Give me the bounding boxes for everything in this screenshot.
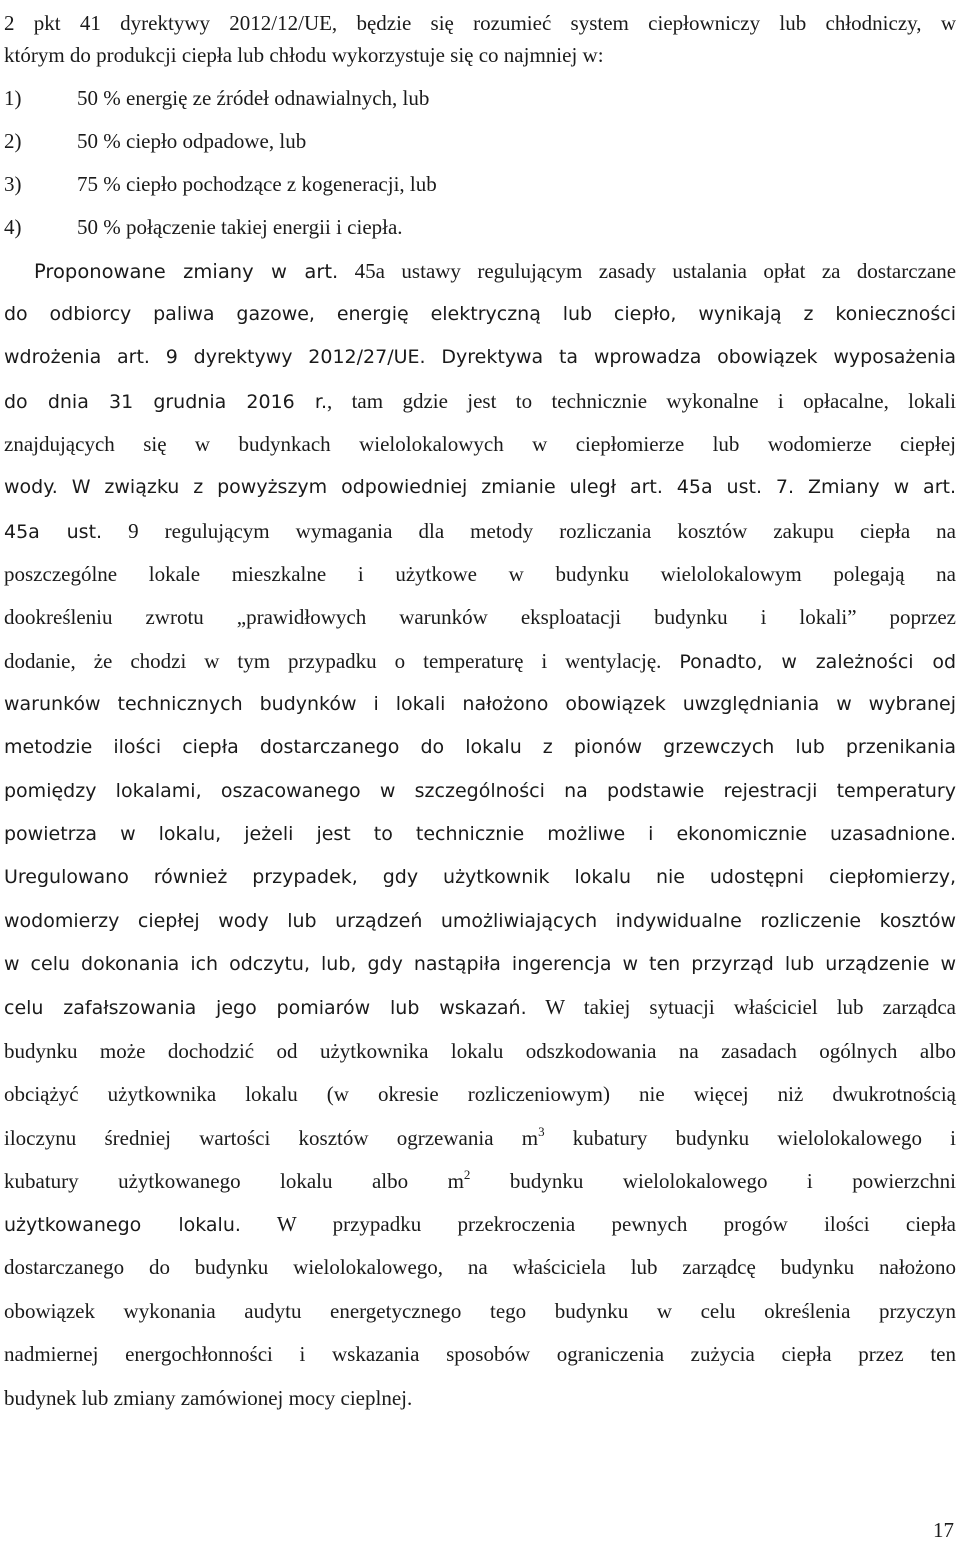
text-line: budynku może dochodzić od użytkownika lokalu odszkodowania na zasadach ogólnych albo [4, 1039, 956, 1063]
text-segment: do dnia 31 grudnia 2016 r. [4, 391, 327, 413]
text-line: dostarczanego do budynku wielolokalowego, na właściciela lub zarządcę budynku nałożono [4, 1255, 956, 1279]
text-line: nadmiernej energochłonności i wskazania sposobów ograniczenia zużycia ciepła przez ten [4, 1342, 956, 1366]
list-item [4, 83, 956, 113]
text-line: pomiędzy lokalami, oszacowanego w szczególności na podstawie rejestracji temperatury [4, 780, 956, 802]
text-line [4, 256, 956, 286]
list-number: 3) [4, 172, 22, 196]
text-segment: budynku wielolokalowego i powierzchni [470, 1169, 956, 1193]
text-segment: celu zafałszowania jego pomiarów lub wskazań. [4, 997, 527, 1019]
text-line: metodzie ilości ciepła dostarczanego do lokalu z pionów grzewczych lub przenikania [4, 736, 956, 758]
text-segment: , tam gdzie jest to technicznie wykonalne i opłacalne, lokali [327, 389, 956, 413]
text-line [4, 646, 956, 676]
text-segment: 9 regulującym wymagania dla metody rozliczania kosztów zakupu ciepła na [128, 519, 957, 543]
text-line [4, 1166, 956, 1196]
text-segment: Proponowane zmiany w art. [34, 260, 339, 283]
list-text: 50 % energię ze źródeł odnawialnych, lub [77, 86, 430, 110]
text-line: którym do produkcji ciepła lub chłodu wykorzystuje się co najmniej w: [4, 43, 604, 67]
text-line: obowiązek wykonania audytu energetycznego tego budynku w celu określenia przyczyn [4, 1299, 956, 1323]
text-line: 2 pkt 41 dyrektywy 2012/12/UE, będzie się rozumieć system ciepłowniczy lub chłodniczy, w [4, 11, 956, 35]
text-line: do odbiorcy paliwa gazowe, energię elektryczną lub ciepło, wynikają z konieczności [4, 303, 956, 325]
list-item [4, 212, 956, 242]
text-segment: dodanie, że chodzi w tym przypadku o temperaturę i wentylację. [4, 649, 662, 673]
text-line: wdrożenia art. 9 dyrektywy 2012/27/UE. Dyrektywa ta wprowadza obowiązek wyposażenia [4, 346, 956, 368]
list-number: 1) [4, 86, 22, 110]
list-item [4, 169, 956, 199]
text-segment: W takiej sytuacji właściciel lub zarządca [545, 995, 956, 1019]
text-line: poszczególne lokale mieszkalne i użytkowe w budynku wielolokalowym polegają na [4, 562, 956, 586]
text-line: w celu dokonania ich odczytu, lub, gdy nastąpiła ingerencja w ten przyrząd lub urządzenie w [4, 953, 956, 975]
text-segment: 45a ustawy regulującym zasady ustalania opłat za dostarczane [354, 259, 957, 283]
superscript: 2 [463, 1167, 471, 1182]
text-segment: W przypadku przekroczenia pewnych progów ilości ciepła [276, 1212, 957, 1236]
text-line [4, 1209, 956, 1239]
text-segment: iloczynu średniej wartości kosztów ogrzewania m [4, 1126, 539, 1150]
text-line: powietrza w lokalu, jeżeli jest to technicznie możliwe i ekonomicznie uzasadnione. [4, 823, 956, 845]
text-line: obciążyć użytkownika lokalu (w okresie rozliczeniowym) nie więcej niż dwukrotnością [4, 1082, 956, 1106]
text-segment: użytkowanego lokalu. [4, 1214, 241, 1236]
list-number: 2) [4, 129, 22, 153]
list-text: 50 % ciepło odpadowe, lub [77, 129, 307, 153]
list-number: 4) [4, 215, 22, 239]
page-number: 17 [933, 1518, 954, 1542]
text-line: warunków technicznych budynków i lokali nałożono obowiązek uwzględniania w wybranej [4, 693, 956, 715]
text-segment: kubatury budynku wielolokalowego i [544, 1126, 956, 1150]
text-line: dookreśleniu zwrotu „prawidłowych warunków eksploatacji budynku i lokali” poprzez [4, 605, 956, 629]
superscript: 3 [538, 1124, 545, 1139]
text-line: Uregulowano również przypadek, gdy użytkownik lokalu nie udostępni ciepłomierzy, [4, 866, 956, 888]
text-line: wodomierzy ciepłej wody lub urządzeń umożliwiających indywidualne rozliczenie kosztów [4, 910, 956, 932]
list-item [4, 126, 956, 156]
text-line [4, 386, 956, 416]
text-segment: Ponadto, w zależności od [679, 651, 957, 673]
text-line: znajdujących się w budynkach wielolokalowych w ciepłomierze lub wodomierze ciepłej [4, 432, 956, 456]
text-segment: 45a ust. [4, 521, 103, 543]
text-line: budynek lub zmiany zamówionej mocy cieplnej. [4, 1386, 413, 1410]
text-line [4, 516, 956, 546]
text-line: wody. W związku z powyższym odpowiedniej zmianie uległ art. 45a ust. 7. Zmiany w art. [4, 476, 956, 498]
list-text: 75 % ciepło pochodzące z kogeneracji, lub [77, 172, 437, 196]
text-line [4, 992, 956, 1022]
text-segment: kubatury użytkowanego lokalu albo m [4, 1169, 464, 1193]
text-line [4, 1123, 956, 1153]
list-text: 50 % połączenie takiej energii i ciepła. [77, 215, 403, 239]
